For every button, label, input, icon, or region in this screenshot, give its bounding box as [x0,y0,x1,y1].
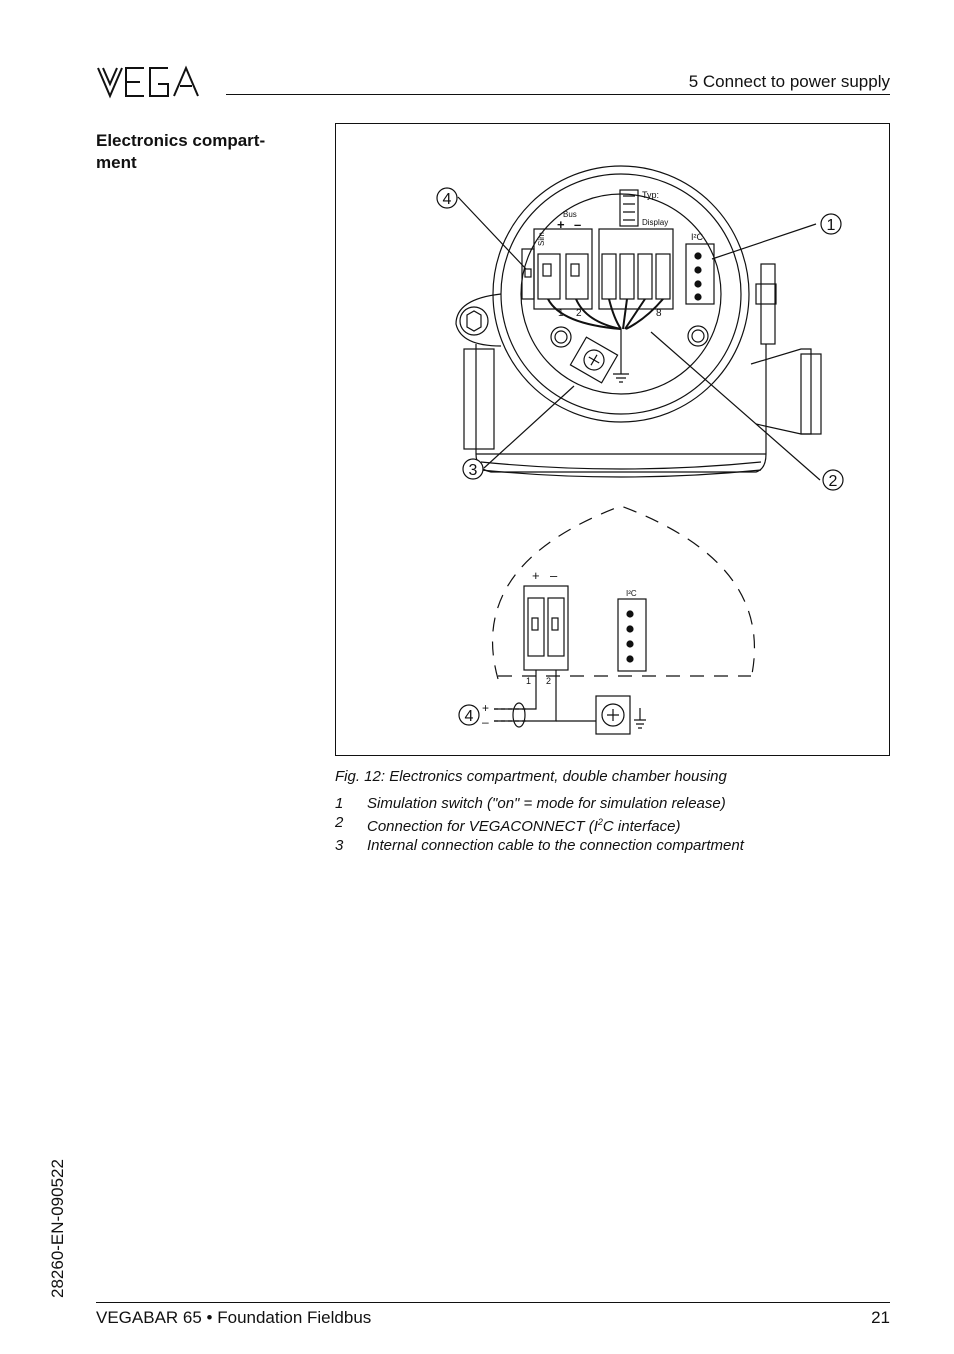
legend-text: Connection for VEGACONNECT ($I^2C$ interface) [367,817,681,835]
legend-number: 1 [335,795,344,812]
header-rule [226,94,890,95]
electronics-compartment-diagram [336,124,889,755]
callout-2: 2 [828,473,838,490]
figure-caption: Fig. 12: Electronics compartment, double chamber housing [335,768,727,785]
legend-item [335,794,744,813]
bus-plus-label: + [557,217,565,232]
bus-minus-label: – [574,217,582,232]
section-heading: Electronics compart- ment [96,131,266,172]
figure-legend [335,794,744,855]
detail-terminal-2-label: 2 [546,676,552,686]
detail-cable-minus-label: – [482,715,489,729]
callout-4: 4 [442,191,452,208]
callout-4b: 4 [464,708,474,725]
sim-label: Sim [537,232,546,246]
terminal-1-label: 1 [558,308,564,319]
bus-label: Bus [563,210,577,219]
callout-1: 1 [826,217,836,234]
detail-i2c-label: I²C [626,589,637,598]
detail-terminal-1-label: 1 [526,676,532,686]
display-label: Display [642,218,669,227]
terminal-2-label: 2 [576,308,582,319]
legend-text: Simulation switch ("on" = mode for simulation release) [367,795,726,812]
legend-text: Internal connection cable to the connection compartment [367,837,744,854]
document-number: 28260-EN-090522 [48,1159,67,1298]
detail-cable-plus-label: + [482,701,490,715]
footer-product: VEGABAR 65 • Foundation Fieldbus [96,1308,372,1327]
svg-text:VEGA: VEGA [96,64,99,65]
callout-3: 3 [468,462,478,479]
figure-frame [335,123,890,756]
vega-logo [96,64,216,100]
detail-minus-label: – [550,568,558,583]
page-number: 21 [871,1308,890,1327]
terminal-8-label: 8 [656,308,662,319]
legend-number: 3 [335,837,344,854]
legend-number: 2 [335,814,344,831]
legend-item [335,813,744,836]
legend-item [335,836,744,855]
chapter-title: 5 Connect to power supply [688,72,890,91]
detail-plus-label: + [532,568,540,583]
footer-rule [96,1302,890,1303]
typ-label: Typ: [642,190,660,200]
i2c-label: I²C [691,232,703,242]
